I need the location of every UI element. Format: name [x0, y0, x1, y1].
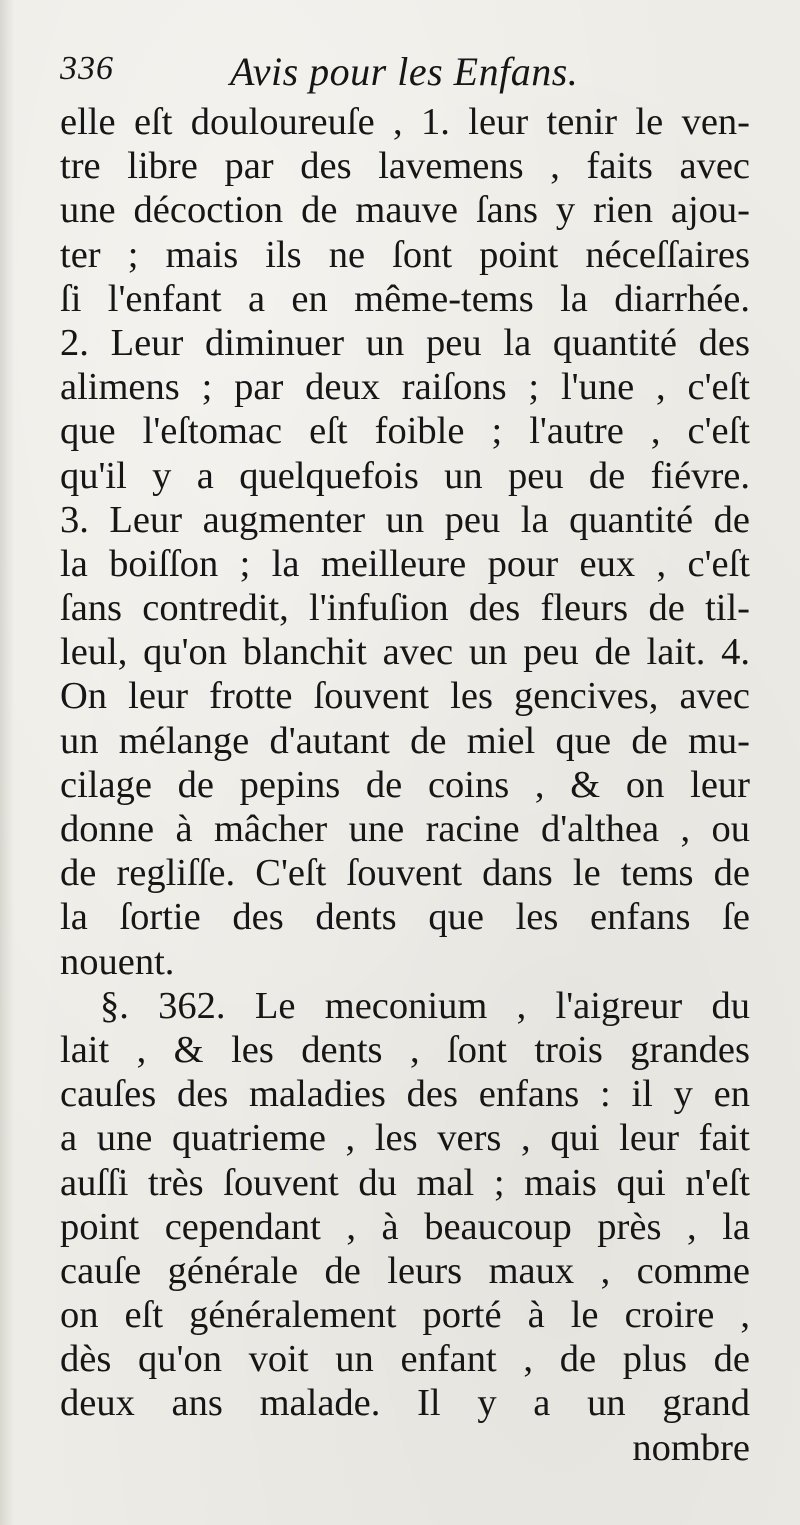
text-line: on eſt généralement porté à le croire ,	[60, 1294, 750, 1337]
text-line: deux ans malade. Il y a un grand	[60, 1382, 750, 1425]
text-line: nouent.	[60, 940, 175, 983]
text-line: elle eſt douloureuſe , 1. leur tenir le ven-	[60, 101, 750, 143]
body-text	[60, 100, 750, 1470]
page-header	[60, 48, 740, 104]
text-line: donne à mâcher une racine d'althea , ou	[60, 808, 750, 850]
text-line: la ſortie des dents que les enfans ſe	[60, 896, 750, 939]
page-edge-shadow	[0, 0, 14, 1525]
text-line: cilage de pepins de coins , & on leur	[60, 763, 750, 806]
text-line: lait , & les dents , ſont trois grandes	[60, 1028, 750, 1071]
catchword: nombre	[632, 1426, 750, 1469]
text-line: alimens ; par deux raiſons ; l'une , c'eſt	[60, 366, 750, 409]
text-line: que l'eſtomac eſt foible ; l'autre , c'eſt	[60, 410, 750, 453]
text-line: de regliſſe. C'eſt ſouvent dans le tems de	[60, 852, 750, 895]
text-line: 3. Leur augmenter un peu la quantité de	[60, 498, 750, 541]
page-number: 336	[60, 50, 114, 87]
text-line: une décoction de mauve ſans y rien ajou-	[60, 189, 750, 232]
section-362-start: §. 362. Le meconium , l'aigreur du	[100, 984, 750, 1027]
text-line: dès qu'on voit un enfant , de plus de	[60, 1338, 750, 1381]
text-line: On leur frotte ſouvent les gencives, avec	[60, 675, 750, 718]
text-line: point cependant , à beaucoup près , la	[60, 1205, 750, 1248]
text-line: cauſes des maladies des enfans : il y en	[60, 1073, 750, 1116]
text-line: cauſe générale de leurs maux , comme	[60, 1249, 750, 1292]
text-line: a une quatrieme , les vers , qui leur fait	[60, 1117, 750, 1160]
text-line: ſi l'enfant a en même-tems la diarrhée.	[60, 277, 750, 320]
text-line: un mélange d'autant de miel que de mu-	[60, 719, 750, 762]
text-line: tre libre par des lavemens , faits avec	[60, 145, 750, 188]
text-line: ſans contredit, l'infuſion des fleurs de til-	[60, 587, 750, 630]
running-title: Avis pour les Enfans.	[230, 49, 579, 94]
text-line: 2. Leur diminuer un peu la quantité des	[60, 321, 750, 364]
text-line: auſſi très ſouvent du mal ; mais qui n'eſt	[60, 1161, 750, 1204]
text-line: leul, qu'on blanchit avec un peu de lait. 4.	[60, 631, 750, 674]
text-line: qu'il y a quelquefois un peu de fiévre.	[60, 454, 750, 497]
text-line: ter ; mais ils ne ſont point néceſſaires	[60, 233, 750, 276]
text-line: la boiſſon ; la meilleure pour eux , c'eſt	[60, 542, 750, 585]
